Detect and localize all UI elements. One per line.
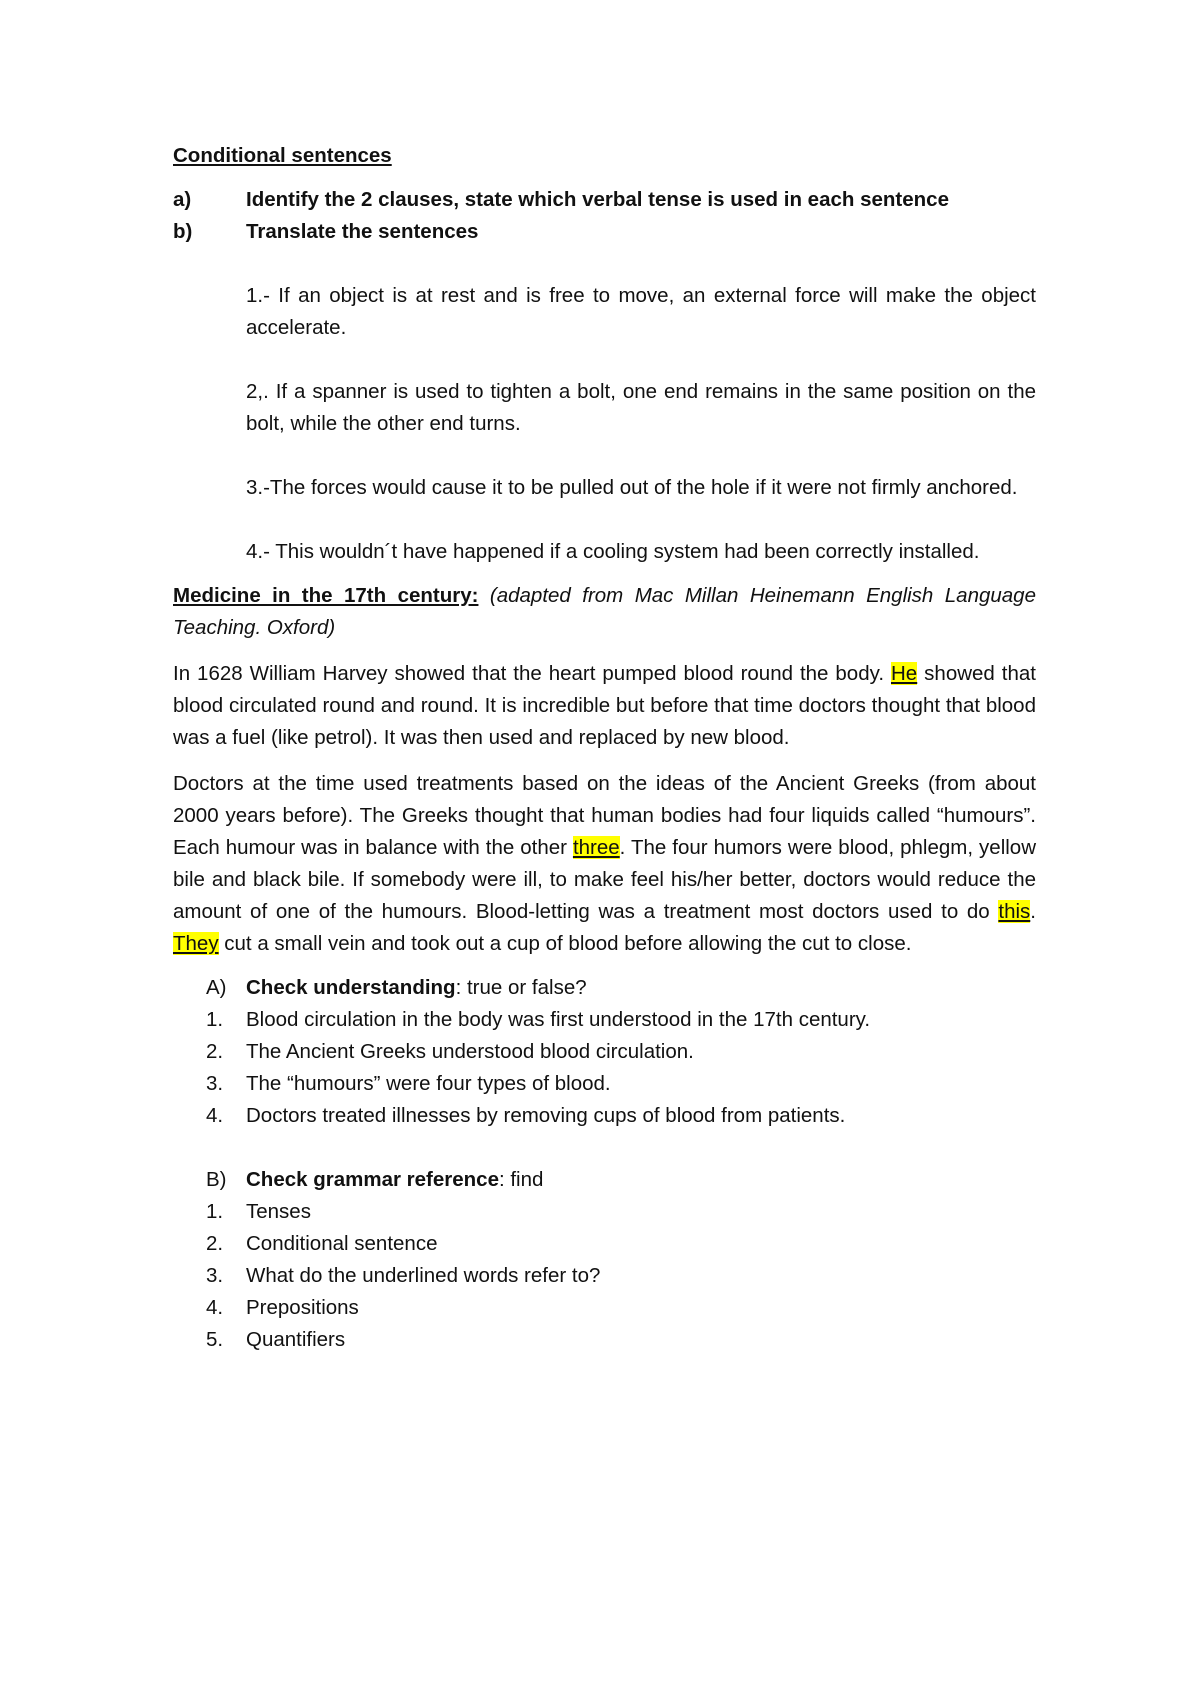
section-marker: B) (206, 1168, 227, 1191)
instruction-list (173, 184, 1036, 248)
section-label: Check grammar reference (246, 1168, 499, 1191)
list-item (173, 1260, 1036, 1292)
medicine-heading (173, 580, 1036, 644)
example-sentence: 2,. If a spanner is used to tighten a bolt, one end remains in the same position on the bolt, while the other end turns. (246, 380, 1036, 435)
instruction-text: Identify the 2 clauses, state which verbal tense is used in each sentence (246, 188, 949, 211)
section-label-rest: : find (498, 1168, 544, 1191)
list-item (173, 1004, 1036, 1036)
instruction-item (173, 216, 1036, 248)
spacer (173, 1132, 1036, 1164)
item-text: Doctors treated illnesses by removing cups of blood from patients. (246, 1104, 846, 1127)
document-page (173, 140, 1036, 1356)
item-text: Quantifiers (246, 1328, 346, 1351)
item-number: 5. (206, 1328, 224, 1351)
item-number: 2. (206, 1232, 224, 1255)
example-sentences (173, 280, 1036, 568)
paragraph-text: Doctors at the time used treatments based on the ideas of the Ancient Greeks (from about 2000 years before). The Greeks thought that human bodies had four liquids called “humours”. Each humour was in balance with the other (173, 772, 1036, 859)
true-false-list (173, 1004, 1036, 1132)
item-text: Conditional sentence (246, 1232, 438, 1255)
example-sentence: 1.- If an object is at rest and is free to move, an external force will make the object accelerate. (246, 284, 1036, 339)
highlighted-word: He (891, 662, 918, 685)
example-sentence: 3.-The forces would cause it to be pulled out of the hole if it were not firmly anchored. (246, 476, 1018, 499)
item-text: What do the underlined words refer to? (246, 1264, 601, 1287)
instruction-marker: b) (173, 220, 193, 243)
section-label-rest: : true or false? (455, 976, 587, 999)
list-item (173, 1068, 1036, 1100)
highlighted-word: this (998, 900, 1031, 923)
list-item (173, 1196, 1036, 1228)
check-grammar-section (173, 1164, 1036, 1356)
instruction-marker: a) (173, 188, 192, 211)
highlighted-word: three (572, 836, 620, 859)
item-number: 4. (206, 1104, 224, 1127)
item-text: The “humours” were four types of blood. (246, 1072, 611, 1095)
list-item (173, 1036, 1036, 1068)
highlighted-word: They (173, 932, 219, 955)
conditional-title: Conditional sentences (173, 144, 392, 167)
check-grammar-heading (173, 1164, 1036, 1196)
paragraph-text: showed that blood circulated round and round. It is incredible but before that time doctors thought that blood was a fuel (like petrol). It was then used and replaced by new blood. (173, 662, 1036, 749)
section-marker: A) (206, 976, 227, 999)
item-text: The Ancient Greeks understood blood circulation. (246, 1040, 694, 1063)
list-item (173, 1324, 1036, 1356)
paragraph-text: In 1628 William Harvey showed that the heart pumped blood round the body. (173, 662, 891, 685)
list-item (173, 1228, 1036, 1260)
grammar-list (173, 1196, 1036, 1356)
item-number: 1. (206, 1200, 224, 1223)
section-label: Check understanding (246, 976, 456, 999)
item-text: Tenses (246, 1200, 311, 1223)
reading-paragraph-1 (173, 658, 1036, 754)
item-number: 4. (206, 1296, 224, 1319)
item-number: 1. (206, 1008, 224, 1031)
item-number: 2. (206, 1040, 224, 1063)
list-item (173, 1100, 1036, 1132)
item-text: Blood circulation in the body was first understood in the 17th century. (246, 1008, 871, 1031)
check-understanding-heading (173, 972, 1036, 1004)
paragraph-text: . The four humors were blood, phlegm, yellow bile and black bile. If somebody were ill, to make feel his/her better, doctors would reduce the amount of one of the humours. Blood-letting was a treatment most doctors used to do (173, 836, 1037, 923)
instruction-text: Translate the sentences (246, 220, 479, 243)
reading-paragraph-2 (173, 768, 1036, 960)
paragraph-text: cut a small vein and took out a cup of blood before allowing the cut to close. (218, 932, 912, 955)
instruction-item (173, 184, 1036, 216)
medicine-source: (adapted from Mac Millan Heinemann English Language Teaching. Oxford) (173, 584, 1036, 639)
item-number: 3. (206, 1072, 224, 1095)
medicine-title: Medicine in the 17th century: (173, 584, 479, 607)
item-number: 3. (206, 1264, 224, 1287)
list-item (173, 1292, 1036, 1324)
paragraph-text: . (1030, 900, 1036, 923)
example-sentence: 4.- This wouldn´t have happened if a cooling system had been correctly installed. (246, 540, 980, 563)
check-understanding-section (173, 972, 1036, 1132)
item-text: Prepositions (246, 1296, 359, 1319)
